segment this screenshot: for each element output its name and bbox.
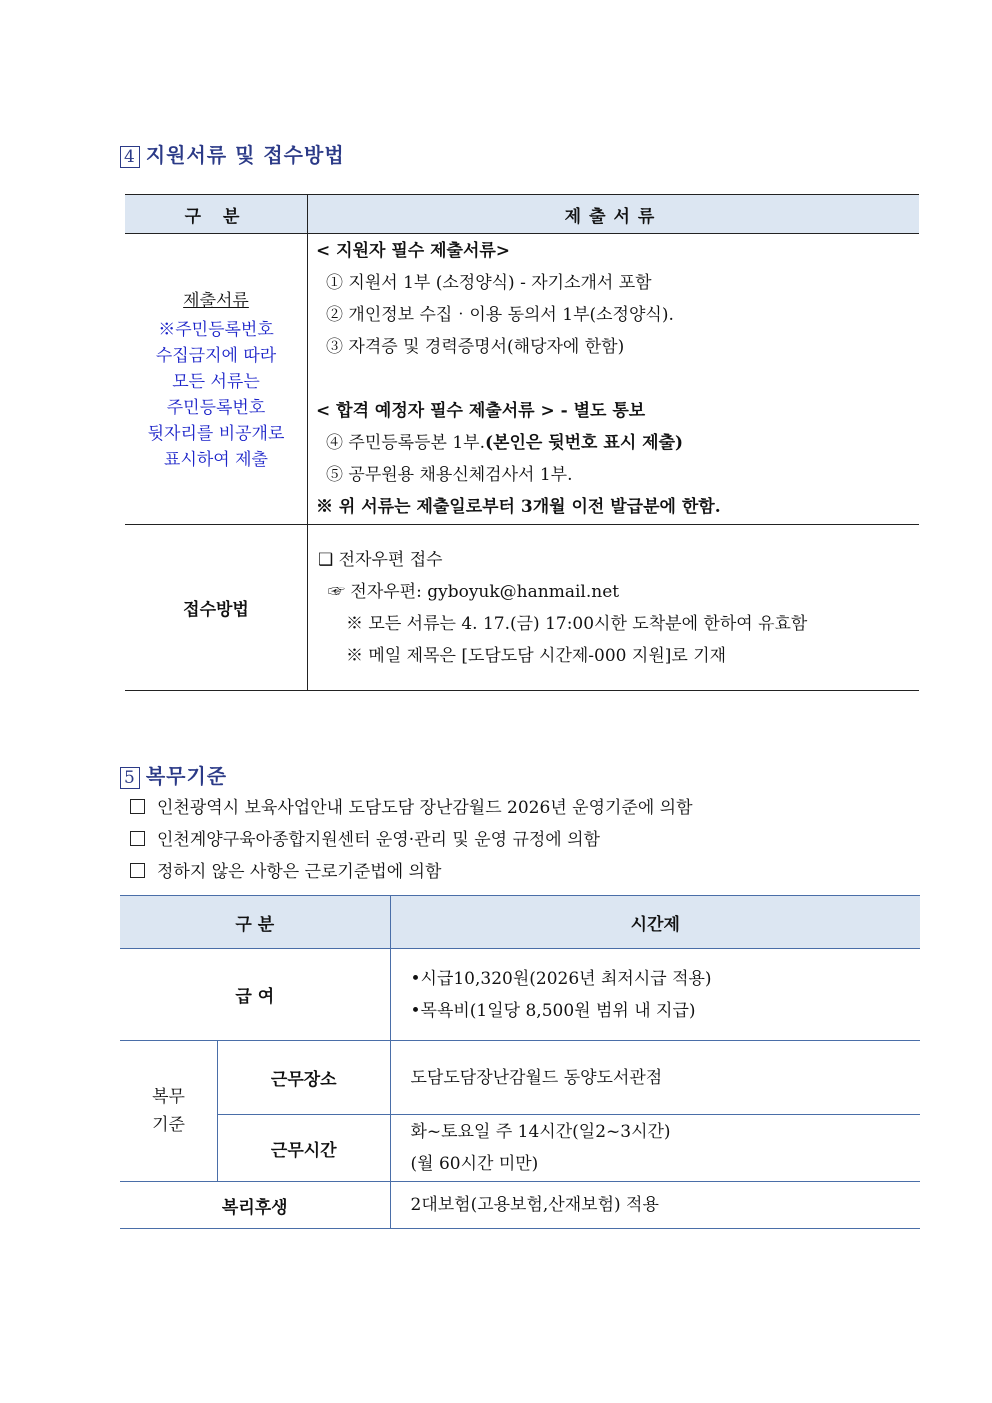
documents-label: 제출서류 [183, 290, 249, 311]
pass-doc-item-text: ④ 주민등록등본 1부. [326, 433, 485, 453]
method-line: ❑ 전자우편 접수 [318, 549, 443, 570]
duty-label-line: 기준 [152, 1115, 185, 1135]
required-doc-item: ② 개인정보 수집‧이용 동의서 1부(소정양식). [326, 305, 674, 325]
list-item-text: 인천계양구육아종합지원센터 운영·관리 및 운영 규정에 의함 [157, 830, 600, 850]
method-subject-note: ※ 메일 제목은 [도담도담 시간제-000 지원]로 기재 [346, 645, 727, 666]
welfare-row [120, 1182, 920, 1229]
required-docs-header: < 지원자 필수 제출서류> [316, 241, 511, 261]
list-item-text: 정하지 않은 사항은 근로기준법에 의함 [157, 862, 442, 882]
documents-privacy-note [126, 317, 306, 473]
documents-row [125, 234, 919, 525]
pay-label: 급 여 [120, 949, 390, 1041]
section4-title-text: 지원서류 및 접수방법 [145, 143, 345, 167]
privacy-note-line: 주민등록번호 [166, 397, 266, 418]
pay-line: •시급10,320원(2026년 최저시급 적용) [410, 968, 712, 989]
method-email: ☞ 전자우편: gyboyuk@hanmail.net [328, 581, 620, 602]
header-category: 구 분 [120, 896, 390, 949]
pay-value [390, 949, 920, 1041]
duty-label-line: 복무 [152, 1087, 185, 1107]
required-doc-item: ③ 자격증 및 경력증명서(해당자에 한함) [326, 337, 625, 357]
method-deadline-note: ※ 모든 서류는 4. 17.(금) 17:00시한 도착분에 한하여 유효함 [346, 613, 808, 634]
workplace-row [120, 1041, 920, 1115]
pay-row [120, 949, 920, 1041]
list-item [130, 824, 693, 856]
service-table-header [120, 896, 920, 949]
required-doc-item: ① 지원서 1부 (소정양식) - 자기소개서 포함 [326, 273, 652, 293]
documents-label-cell [125, 234, 308, 525]
header-category: 구 분 [125, 195, 308, 234]
privacy-note-line: 뒷자리를 비공개로 [147, 423, 285, 444]
header-parttime: 시간제 [390, 896, 920, 949]
worktime-row [120, 1115, 920, 1182]
welfare-value: 2대보험(고용보험,산재보험) 적용 [390, 1182, 920, 1229]
method-row [125, 525, 919, 691]
checkbox-icon [130, 831, 145, 846]
section5-number: 5 [120, 767, 140, 789]
service-table [120, 895, 920, 1229]
section5-title [120, 760, 227, 789]
duty-label [120, 1041, 218, 1182]
worktime-label: 근무시간 [218, 1115, 391, 1182]
documents-validity-note: ※ 위 서류는 제출일로부터 3개월 이전 발급분에 한함. [316, 497, 721, 517]
method-cell [308, 525, 920, 691]
pass-doc-item-note: (본인은 뒷번호 표시 제출) [484, 433, 684, 453]
pass-doc-item [316, 427, 918, 459]
header-documents: 제출서류 [308, 195, 920, 234]
list-item-text: 인천광역시 보육사업안내 도담도담 장난감월드 2026년 운영기준에 의함 [157, 798, 693, 818]
list-item [130, 792, 693, 824]
section4-title [120, 139, 345, 168]
checkbox-icon [130, 863, 145, 878]
documents-table-header [125, 195, 919, 234]
documents-table [125, 194, 919, 691]
privacy-note-line: ※주민등록번호 [158, 319, 274, 340]
documents-list-cell [308, 234, 920, 525]
workplace-value: 도담도담장난감월드 동양도서관점 [390, 1041, 920, 1115]
worktime-line: 화~토요일 주 14시간(일2~3시간) [410, 1122, 671, 1142]
pay-line: •목욕비(1일당 8,500원 범위 내 지급) [410, 1000, 696, 1021]
method-label: 접수방법 [125, 525, 308, 691]
section5-title-text: 복무기준 [145, 764, 228, 788]
pass-doc-item: ⑤ 공무원용 채용신체검사서 1부. [326, 465, 573, 485]
privacy-note-line: 수집금지에 따라 [155, 345, 277, 366]
checkbox-icon [130, 799, 145, 814]
worktime-value [390, 1115, 920, 1182]
welfare-label: 복리후생 [120, 1182, 390, 1229]
privacy-note-line: 표시하여 제출 [164, 449, 268, 470]
worktime-line: (월 60시간 미만) [410, 1154, 539, 1174]
privacy-note-line: 모든 서류는 [172, 371, 260, 392]
pass-docs-header: < 합격 예정자 필수 제출서류 > - 별도 통보 [316, 401, 646, 421]
service-standard-list [130, 792, 693, 888]
workplace-label: 근무장소 [218, 1041, 391, 1115]
list-item [130, 856, 693, 888]
section4-number: 4 [120, 146, 140, 168]
